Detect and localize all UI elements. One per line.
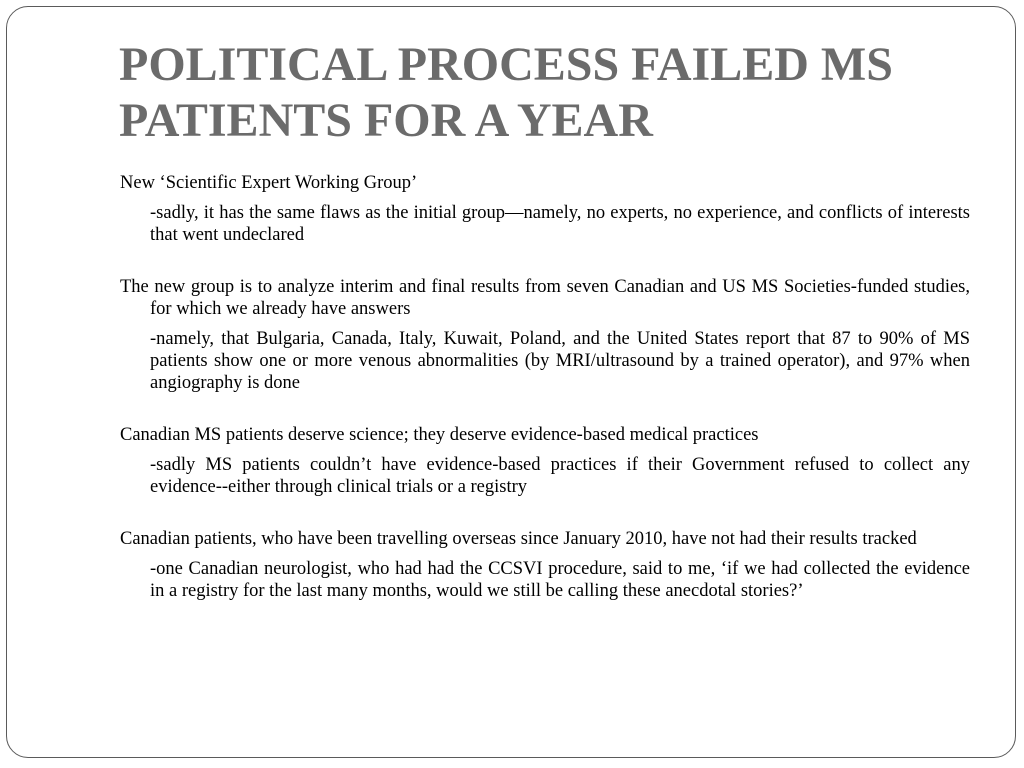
- section-main-text: The new group is to analyze interim and final results from seven Canadian and US MS Societies-funded studies, for which we already have answers: [120, 277, 970, 319]
- section-main-text: Canadian patients, who have been travelling overseas since January 2010, have not had their results tracked: [120, 529, 917, 549]
- slide-body: [120, 172, 970, 602]
- section-sub-text: -one Canadian neurologist, who had had the CCSVI procedure, said to me, ‘if we had collected the evidence in a registry for the last many months, would we still be calling these anecdotal stories?’: [150, 559, 970, 601]
- section-sub-text: -sadly MS patients couldn’t have evidence-based practices if their Government refused to collect any evidence--either through clinical trials or a registry: [150, 455, 970, 497]
- section-new-group-analysis: [120, 276, 970, 394]
- section-evidence-based: [120, 424, 970, 498]
- section-sub-text: -namely, that Bulgaria, Canada, Italy, Kuwait, Poland, and the United States report that 87 to 90% of MS patients show one or more venous abnormalities (by MRI/ultrasound by a trained operator), and 97% when angiography is done: [150, 329, 970, 393]
- slide-frame: [6, 6, 1016, 758]
- section-results-tracked: [120, 528, 970, 602]
- section-working-group: [120, 172, 970, 246]
- section-main-text: Canadian MS patients deserve science; they deserve evidence-based medical practices: [120, 425, 759, 445]
- slide-title: POLITICAL PROCESS FAILED MS PATIENTS FOR A YEAR: [119, 38, 893, 147]
- section-main-text: New ‘Scientific Expert Working Group’: [120, 173, 418, 193]
- section-sub-text: -sadly, it has the same flaws as the initial group—namely, no experts, no experience, and conflicts of interests that went undeclared: [150, 203, 970, 245]
